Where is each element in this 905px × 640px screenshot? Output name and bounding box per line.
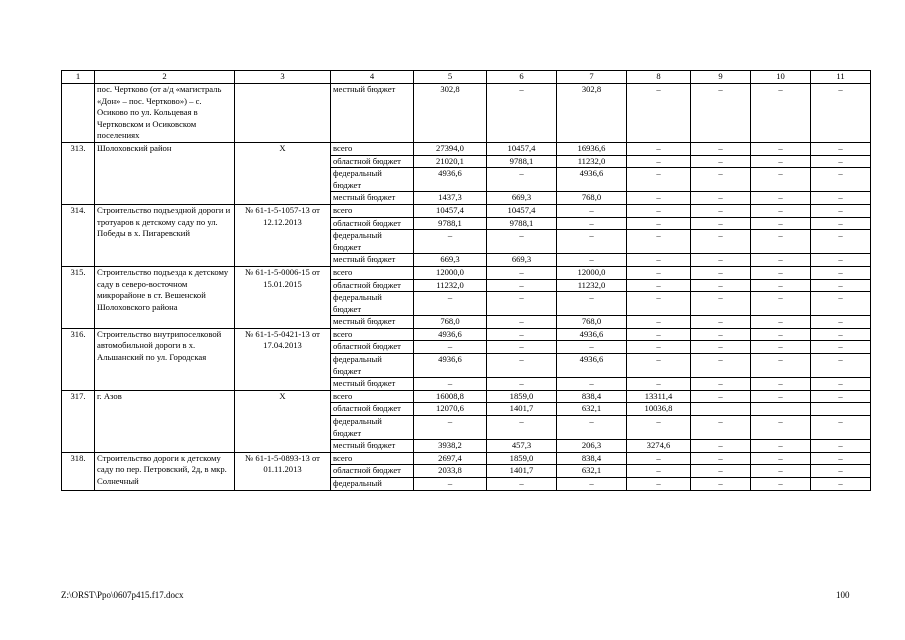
funding-source-cell: всего [331,142,414,155]
item-number-cell: 314. [62,204,95,266]
amount-cell: – [751,354,811,378]
funding-source-cell: областной бюджет [331,217,414,230]
amount-cell: – [691,155,751,168]
amount-cell: – [627,478,691,491]
amount-cell: 3938,2 [414,440,487,453]
table-row [62,266,871,279]
amount-cell: 10457,4 [414,204,487,217]
amount-cell: – [811,217,871,230]
amount-cell: – [487,84,557,143]
expertise-code-cell: № 61-1-5-1057-13 от 12.12.2013 [235,204,331,266]
object-name-cell: Строительство подъездной дороги и тротуаров к детскому саду по ул. Победы в х. Пигаревский [95,204,235,266]
amount-cell: – [811,378,871,391]
table-row [62,390,871,403]
funding-source-cell: местный бюджет [331,254,414,267]
amount-cell: – [627,230,691,254]
expertise-code-cell: № 61-1-5-0893-13 от 01.11.2013 [235,452,331,490]
amount-cell: – [691,84,751,143]
amount-cell: – [487,328,557,341]
column-number-row [62,71,871,84]
amount-cell: 669,3 [487,254,557,267]
table-row [62,84,871,143]
expertise-code-cell: № 61-1-5-0006-15 от 15.01.2015 [235,266,331,328]
amount-cell: – [691,217,751,230]
amount-cell: – [627,378,691,391]
amount-cell: 4936,6 [557,328,627,341]
column-number-cell: 2 [95,71,235,84]
amount-cell: – [557,378,627,391]
amount-cell: – [627,168,691,192]
amount-cell: 1859,0 [487,452,557,465]
column-number-cell: 8 [627,71,691,84]
amount-cell: – [557,217,627,230]
amount-cell: – [557,230,627,254]
funding-source-cell: областной бюджет [331,465,414,478]
amount-cell: 302,8 [557,84,627,143]
amount-cell: – [557,204,627,217]
funding-source-cell: местный бюджет [331,84,414,143]
amount-cell: – [487,279,557,292]
amount-cell: 838,4 [557,390,627,403]
amount-cell: 9788,1 [414,217,487,230]
amount-cell: – [487,416,557,440]
amount-cell: – [751,292,811,316]
funding-source-cell: федеральный бюджет [331,416,414,440]
column-number-cell: 10 [751,71,811,84]
amount-cell: – [557,292,627,316]
amount-cell: 1437,3 [414,192,487,205]
amount-cell: – [751,192,811,205]
amount-cell: – [627,84,691,143]
amount-cell: – [414,341,487,354]
amount-cell: – [691,316,751,329]
column-number-cell: 11 [811,71,871,84]
amount-cell [751,403,811,416]
object-name-cell: Строительство внутрипоселковой автомобильной дороги в х. Альшанский по ул. Городская [95,328,235,390]
amount-cell: – [811,230,871,254]
amount-cell: 27394,0 [414,142,487,155]
amount-cell: – [811,266,871,279]
amount-cell: 16936,6 [557,142,627,155]
amount-cell: – [811,279,871,292]
amount-cell: 4936,6 [414,168,487,192]
item-number-cell: 315. [62,266,95,328]
amount-cell: – [627,142,691,155]
amount-cell: – [811,416,871,440]
funding-source-cell: федеральный бюджет [331,230,414,254]
amount-cell: – [751,316,811,329]
amount-cell: – [811,354,871,378]
amount-cell: – [751,279,811,292]
amount-cell: 1401,7 [487,403,557,416]
amount-cell: – [627,465,691,478]
object-name-cell: г. Азов [95,390,235,452]
amount-cell: – [627,341,691,354]
amount-cell: 669,3 [487,192,557,205]
amount-cell: – [627,204,691,217]
column-number-cell: 9 [691,71,751,84]
amount-cell [811,403,871,416]
amount-cell: – [751,478,811,491]
amount-cell: 13311,4 [627,390,691,403]
funding-source-cell: местный бюджет [331,316,414,329]
amount-cell: – [627,155,691,168]
amount-cell: – [751,465,811,478]
amount-cell: – [557,341,627,354]
amount-cell: – [691,192,751,205]
amount-cell: – [811,192,871,205]
column-number-cell: 4 [331,71,414,84]
funding-source-cell: местный бюджет [331,192,414,205]
amount-cell: 12000,0 [557,266,627,279]
amount-cell: – [811,440,871,453]
amount-cell: – [691,390,751,403]
funding-source-cell: всего [331,266,414,279]
amount-cell: – [751,440,811,453]
funding-source-cell: всего [331,390,414,403]
amount-cell: – [691,465,751,478]
amount-cell: 4936,6 [414,328,487,341]
table-row [62,142,871,155]
amount-cell: – [627,192,691,205]
amount-cell: – [751,378,811,391]
funding-source-cell: всего [331,452,414,465]
item-number-cell: 316. [62,328,95,390]
amount-cell: – [487,354,557,378]
amount-cell: – [811,84,871,143]
amount-cell: – [627,354,691,378]
column-number-cell: 7 [557,71,627,84]
amount-cell: – [751,341,811,354]
amount-cell: 2697,4 [414,452,487,465]
amount-cell: – [811,390,871,403]
funding-source-cell: всего [331,204,414,217]
amount-cell: 2033,8 [414,465,487,478]
amount-cell: 11232,0 [557,279,627,292]
amount-cell: 11232,0 [414,279,487,292]
amount-cell: – [691,204,751,217]
column-number-cell: 1 [62,71,95,84]
object-name-cell: Шолоховский район [95,142,235,204]
amount-cell: 768,0 [414,316,487,329]
amount-cell: – [627,279,691,292]
amount-cell: – [487,230,557,254]
amount-cell: – [811,341,871,354]
amount-cell: – [691,230,751,254]
amount-cell: – [811,465,871,478]
amount-cell: – [627,217,691,230]
amount-cell: – [751,328,811,341]
amount-cell: – [811,316,871,329]
amount-cell: – [691,378,751,391]
document-file-path: Z:\ORST\Ppo\0607p415.f17.docx [61,590,184,600]
amount-cell: 12000,0 [414,266,487,279]
amount-cell: 10036,8 [627,403,691,416]
table-row [62,452,871,465]
amount-cell: – [487,168,557,192]
amount-cell: – [751,452,811,465]
amount-cell: – [691,354,751,378]
amount-cell: 1401,7 [487,465,557,478]
amount-cell: 9788,1 [487,155,557,168]
amount-cell: 4936,6 [557,354,627,378]
amount-cell: – [487,478,557,491]
amount-cell: – [811,168,871,192]
amount-cell: – [691,478,751,491]
amount-cell: 11232,0 [557,155,627,168]
amount-cell: 768,0 [557,316,627,329]
amount-cell: 12070,6 [414,403,487,416]
amount-cell: – [811,452,871,465]
amount-cell: – [691,452,751,465]
amount-cell: – [751,155,811,168]
amount-cell: 10457,4 [487,204,557,217]
table-row [62,204,871,217]
amount-cell: 632,1 [557,403,627,416]
amount-cell: – [751,416,811,440]
amount-cell: – [627,416,691,440]
amount-cell: 9788,1 [487,217,557,230]
amount-cell: – [627,328,691,341]
amount-cell: – [751,390,811,403]
amount-cell: – [811,254,871,267]
amount-cell: 3274,6 [627,440,691,453]
funding-source-cell: областной бюджет [331,341,414,354]
amount-cell: – [811,478,871,491]
amount-cell: – [751,266,811,279]
amount-cell: 21020,1 [414,155,487,168]
amount-cell: – [487,266,557,279]
funding-source-cell: федеральный бюджет [331,168,414,192]
amount-cell: 206,3 [557,440,627,453]
item-number-cell [62,84,95,143]
funding-source-cell: областной бюджет [331,403,414,416]
amount-cell: – [751,217,811,230]
amount-cell: – [487,316,557,329]
amount-cell: 669,3 [414,254,487,267]
amount-cell: – [414,416,487,440]
funding-source-cell: местный бюджет [331,440,414,453]
amount-cell: 10457,4 [487,142,557,155]
amount-cell: – [691,279,751,292]
amount-cell: – [811,292,871,316]
object-name-cell: пос. Чертково (от а/д «магистраль «Дон» – пос. Чертково») – с. Осиково по ул. Кольцевая в Чертковском и Осиковском поселениях [95,84,235,143]
page-number: 100 [836,590,850,600]
funding-source-cell: федеральный бюджет [331,292,414,316]
amount-cell: – [557,416,627,440]
amount-cell [691,403,751,416]
amount-cell: – [811,142,871,155]
amount-cell: – [691,142,751,155]
amount-cell: – [691,328,751,341]
amount-cell: – [751,84,811,143]
amount-cell: 838,4 [557,452,627,465]
amount-cell: 1859,0 [487,390,557,403]
funding-source-cell: областной бюджет [331,279,414,292]
amount-cell: – [691,416,751,440]
expertise-code-cell: Х [235,142,331,204]
amount-cell: – [627,292,691,316]
amount-cell: – [751,168,811,192]
expertise-code-cell: Х [235,390,331,452]
amount-cell: 4936,6 [414,354,487,378]
amount-cell: – [414,478,487,491]
amount-cell: – [811,204,871,217]
funding-source-cell: федеральный бюджет [331,354,414,378]
amount-cell: – [627,316,691,329]
item-number-cell: 317. [62,390,95,452]
amount-cell: 16008,8 [414,390,487,403]
amount-cell: 457,3 [487,440,557,453]
amount-cell: – [811,328,871,341]
amount-cell: – [751,230,811,254]
budget-table [61,70,871,491]
amount-cell: – [691,292,751,316]
amount-cell: – [691,440,751,453]
object-name-cell: Строительство дороги к детскому саду по пер. Петровский, 2д, в мкр. Солнечный [95,452,235,490]
amount-cell: 4936,6 [557,168,627,192]
amount-cell: – [627,266,691,279]
column-number-cell: 6 [487,71,557,84]
amount-cell: – [557,478,627,491]
table-row [62,328,871,341]
amount-cell: – [557,254,627,267]
amount-cell: 632,1 [557,465,627,478]
funding-source-cell: всего [331,328,414,341]
amount-cell: 768,0 [557,192,627,205]
item-number-cell: 318. [62,452,95,490]
amount-cell: – [691,168,751,192]
funding-source-cell: областной бюджет [331,155,414,168]
amount-cell: – [691,341,751,354]
amount-cell: – [414,230,487,254]
funding-source-cell: федеральный [331,478,414,491]
expertise-code-cell [235,84,331,143]
amount-cell: – [691,254,751,267]
column-number-cell: 3 [235,71,331,84]
expertise-code-cell: № 61-1-5-0421-13 от 17.04.2013 [235,328,331,390]
amount-cell: – [487,341,557,354]
amount-cell: – [811,155,871,168]
amount-cell: – [627,452,691,465]
amount-cell: – [627,254,691,267]
amount-cell: – [691,266,751,279]
amount-cell: – [487,378,557,391]
amount-cell: – [751,142,811,155]
amount-cell: – [751,254,811,267]
funding-source-cell: местный бюджет [331,378,414,391]
amount-cell: 302,8 [414,84,487,143]
item-number-cell: 313. [62,142,95,204]
amount-cell: – [487,292,557,316]
column-number-cell: 5 [414,71,487,84]
amount-cell: – [414,292,487,316]
amount-cell: – [414,378,487,391]
object-name-cell: Строительство подъезда к детскому саду в северо-восточном микрорайоне в ст. Вешенской Шолоховского района [95,266,235,328]
amount-cell: – [751,204,811,217]
